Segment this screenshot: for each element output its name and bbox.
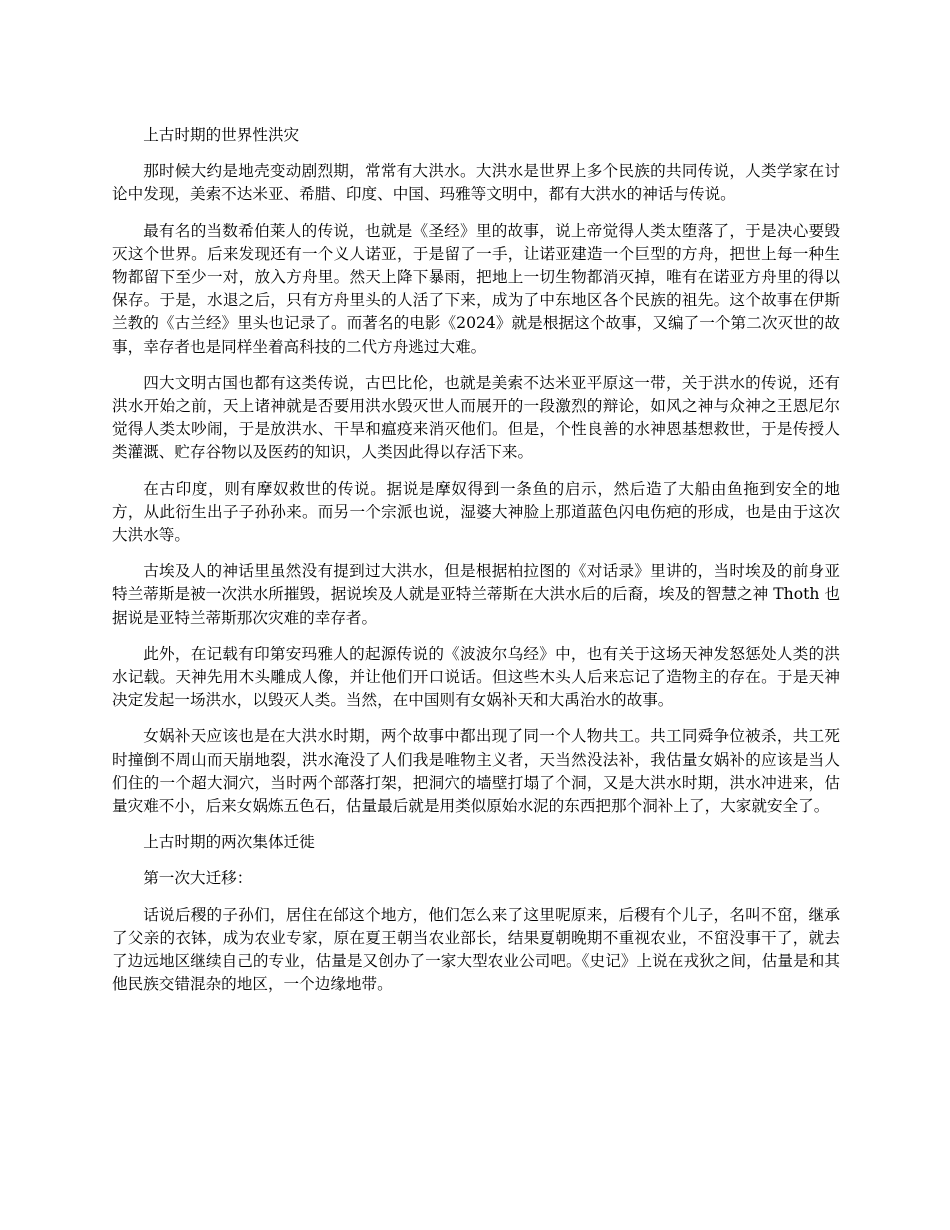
- paragraph-babylon: 四大文明古国也都有这类传说，古巴比伦，也就是美索不达米亚平原这一带，关于洪水的传说，还有洪水开始之前，天上诸神就是否要用洪水毁灭世人而展开的一段激烈的辩论，如风之神与众神之王恩尼尔觉得人类太吵闹，于是放洪水、干旱和瘟疫来消灭他们。但是，个性良善的水神恩基想救世，于是传授人类灌溉、贮存谷物以及医药的知识，人类因此得以存活下来。: [112, 373, 840, 462]
- document-page: [112, 124, 840, 1010]
- paragraph-india: 在古印度，则有摩奴救世的传说。据说是摩奴得到一条鱼的启示，然后造了大船由鱼拖到安全的地方，从此衍生出子子孙孙来。而另一个宗派也说，湿婆大神脸上那道蓝色闪电伤疤的形成，也是由于这次大洪水等。: [112, 479, 840, 545]
- paragraph-egypt: 古埃及人的神话里虽然没有提到过大洪水，但是根据柏拉图的《对话录》里讲的，当时埃及的前身亚特兰蒂斯是被一次洪水所摧毁，据说埃及人就是亚特兰蒂斯在大洪水后的后裔，埃及的智慧之神 Thoth 也据说是亚特兰蒂斯那次灾难的幸存者。: [112, 562, 840, 627]
- paragraph-maya: 此外，在记载有印第安玛雅人的起源传说的《波波尔乌经》中，也有关于这场天神发怒惩处人类的洪水记载。天神先用木头雕成人像，并让他们开口说话。但这些木头人后来忘记了造物主的存在。于是天神决定发起一场洪水，以毁灭人类。当然，在中国则有女娲补天和大禹治水的故事。: [112, 644, 840, 710]
- paragraph-flood-intro: 那时候大约是地壳变动剧烈期，常常有大洪水。大洪水是世界上多个民族的共同传说，人类学家在讨论中发现，美索不达米亚、希腊、印度、中国、玛雅等文明中，都有大洪水的神话与传说。: [112, 162, 840, 204]
- section-heading-migration: 上古时期的两次集体迁徙: [143, 833, 315, 852]
- paragraph-nuwa: 女娲补天应该也是在大洪水时期，两个故事中都出现了同一个人物共工。共工同舜争位被杀，共工死时撞倒不周山而天崩地裂，洪水淹没了人们我是唯物主义者，天当然没法补，我估量女娲补的应该是当人们住的一个超大洞穴，当时两个部落打架，把洞穴的墙壁打塌了个洞，又是大洪水时期，洪水冲进来，估量灾难不小，后来女娲炼五色石，估量最后就是用类似原始水泥的东西把那个洞补上了，大家就安全了。: [112, 727, 840, 816]
- paragraph-houji: 话说后稷的子孙们，居住在邰这个地方，他们怎么来了这里呢原来，后稷有个儿子，名叫不窋，继承了父亲的衣钵，成为农业专家，原在夏王朝当农业部长，结果夏朝晚期不重视农业，不窋没事干了，就去了边远地区继续自己的专业，估量是又创办了一家大型农业公司吧。《史记》上说在戎狄之间，估量是和其他民族交错混杂的地区，一个边缘地带。: [112, 905, 840, 994]
- paragraph-noah: 最有名的当数希伯莱人的传说，也就是《圣经》里的故事，说上帝觉得人类太堕落了，于是决心要毁灭这个世界。后来发现还有一个义人诺亚，于是留了一手，让诺亚建造一个巨型的方舟，把世上每一种生物都留下至少一对，放入方舟里。然天上降下暴雨，把地上一切生物都消灭掉，唯有在诺亚方舟里的得以保存。于是，水退之后，只有方舟里头的人活了下来，成为了中东地区各个民族的祖先。这个故事在伊斯兰教的《古兰经》里头也记录了。而著名的电影《2024》就是根据这个故事，又编了一个第二次灭世的故事，幸存者也是同样坐着高科技的二代方舟逃过大难。: [112, 221, 840, 356]
- section-heading-flood: 上古时期的世界性洪灾: [143, 126, 300, 144]
- subheading-first-migration: 第一次大迁移：: [143, 869, 253, 888]
